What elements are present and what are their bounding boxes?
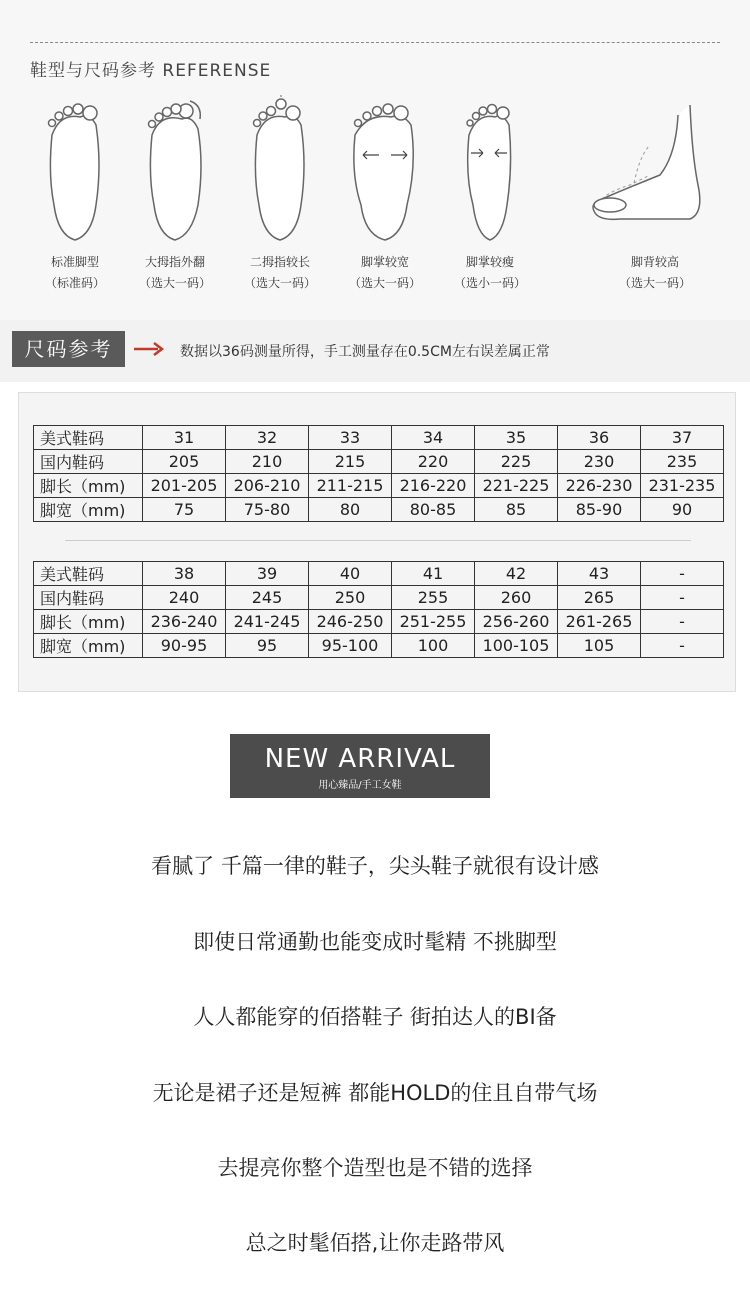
size-cell: 38 [143, 562, 226, 586]
foot-advice: （选大一码） [348, 276, 421, 290]
size-cell: 211-215 [309, 474, 392, 498]
size-cell: 205 [143, 450, 226, 474]
size-cell: 220 [392, 450, 475, 474]
row-label: 脚宽（mm) [34, 498, 143, 522]
arrival-title: NEW ARRIVAL [264, 744, 456, 774]
size-cell: 250 [309, 586, 392, 610]
size-cell: 206-210 [226, 474, 309, 498]
size-cell: 32 [226, 426, 309, 450]
row-label: 脚长（mm) [34, 474, 143, 498]
foot-advice: （选大一码） [618, 276, 691, 290]
row-label: 国内鞋码 [34, 586, 143, 610]
size-cell: 210 [226, 450, 309, 474]
foot-label: 脚掌较瘦 [465, 255, 514, 269]
table-row [34, 426, 724, 450]
foot-advice: （标准码） [44, 276, 105, 290]
size-cell: 226-230 [558, 474, 641, 498]
foot-standard [20, 95, 130, 291]
size-cell: 95 [226, 634, 309, 658]
foot-high-instep [580, 95, 730, 291]
foot-bunion [120, 95, 230, 291]
description-line: 人人都能穿的佰搭鞋子 街拍达人的BI备 [193, 1005, 557, 1029]
foot-narrow-icon [455, 95, 525, 245]
description-line: 无论是裙子还是短裤 都能HOLD的住且自带气场 [152, 1081, 598, 1105]
size-table-2 [33, 561, 724, 658]
size-cell: 100-105 [475, 634, 558, 658]
size-table-1 [33, 425, 724, 522]
foot-label: 脚背较高 [630, 255, 679, 269]
size-cell: 230 [558, 450, 641, 474]
foot-wide-icon [345, 95, 425, 245]
size-cell: 75-80 [226, 498, 309, 522]
size-cell: 240 [143, 586, 226, 610]
size-cell: 100 [392, 634, 475, 658]
size-cell: 80 [309, 498, 392, 522]
size-cell: 261-265 [558, 610, 641, 634]
foot-long-second-toe-icon [245, 95, 315, 245]
size-cell: 35 [475, 426, 558, 450]
size-cell: 241-245 [226, 610, 309, 634]
foot-narrow [435, 95, 545, 291]
foot-advice: （选大一码） [138, 276, 211, 290]
size-cell: 201-205 [143, 474, 226, 498]
size-cell: 256-260 [475, 610, 558, 634]
foot-bunion-icon [140, 95, 210, 245]
size-cell: 235 [641, 450, 724, 474]
arrow-right-icon [134, 341, 164, 357]
description-line: 去提亮你整个造型也是不错的选择 [217, 1156, 533, 1180]
row-label: 美式鞋码 [34, 562, 143, 586]
size-cell: 31 [143, 426, 226, 450]
description-line: 总之时髦佰搭,让你走路带风 [245, 1231, 505, 1255]
size-cell: - [641, 634, 724, 658]
description-line: 看腻了 千篇一律的鞋子，尖头鞋子就很有设计感 [151, 854, 599, 878]
dashed-divider [30, 42, 720, 43]
size-cell: 42 [475, 562, 558, 586]
foot-type-gallery [20, 95, 730, 305]
size-cell: 215 [309, 450, 392, 474]
size-cell: 43 [558, 562, 641, 586]
size-cell: 34 [392, 426, 475, 450]
size-cell: 85 [475, 498, 558, 522]
row-label: 美式鞋码 [34, 426, 143, 450]
size-cell: - [641, 586, 724, 610]
size-cell: 225 [475, 450, 558, 474]
foot-wide [330, 95, 440, 291]
size-cell: 105 [558, 634, 641, 658]
size-cell: 265 [558, 586, 641, 610]
table-row [34, 610, 724, 634]
size-cell: 260 [475, 586, 558, 610]
size-cell: 245 [226, 586, 309, 610]
row-label: 国内鞋码 [34, 450, 143, 474]
foot-label: 大拇指外翻 [144, 255, 205, 269]
size-cell: - [641, 610, 724, 634]
foot-high-instep-icon [580, 95, 730, 245]
size-cell: 75 [143, 498, 226, 522]
size-cell: 216-220 [392, 474, 475, 498]
new-arrival-banner [230, 734, 490, 798]
size-cell: 41 [392, 562, 475, 586]
size-cell: 251-255 [392, 610, 475, 634]
size-cell: 236-240 [143, 610, 226, 634]
size-cell: 231-235 [641, 474, 724, 498]
table-row [34, 562, 724, 586]
foot-label: 标准脚型 [50, 255, 99, 269]
size-cell: 90-95 [143, 634, 226, 658]
foot-label: 脚掌较宽 [360, 255, 409, 269]
size-cell: 39 [226, 562, 309, 586]
table-row [34, 634, 724, 658]
size-cell: 37 [641, 426, 724, 450]
size-chart [18, 392, 736, 692]
size-cell: 95-100 [309, 634, 392, 658]
size-cell: 40 [309, 562, 392, 586]
measurement-note: 数据以36码测量所得，手工测量存在0.5CM左右误差属正常 [180, 344, 550, 360]
row-label: 脚宽（mm) [34, 634, 143, 658]
size-cell: 90 [641, 498, 724, 522]
table-divider [65, 540, 691, 541]
description-line: 即使日常通勤也能变成时髦精 不挑脚型 [193, 930, 557, 954]
table-row [34, 450, 724, 474]
size-cell: - [641, 562, 724, 586]
size-cell: 85-90 [558, 498, 641, 522]
foot-label: 二拇指较长 [249, 255, 310, 269]
size-cell: 221-225 [475, 474, 558, 498]
size-cell: 80-85 [392, 498, 475, 522]
foot-advice: （选小一码） [453, 276, 526, 290]
table-row [34, 498, 724, 522]
reference-title: 鞋型与尺码参考 REFERENSE [30, 61, 272, 81]
foot-standard-icon [40, 95, 110, 245]
foot-advice: （选大一码） [243, 276, 316, 290]
foot-long-second-toe [225, 95, 335, 291]
size-cell: 33 [309, 426, 392, 450]
size-cell: 246-250 [309, 610, 392, 634]
size-reference-tag: 尺码参考 [12, 331, 125, 367]
table-row [34, 586, 724, 610]
size-cell: 36 [558, 426, 641, 450]
size-cell: 255 [392, 586, 475, 610]
table-row [34, 474, 724, 498]
arrival-subtitle: 用心臻品/手工女鞋 [318, 780, 402, 791]
row-label: 脚长（mm) [34, 610, 143, 634]
